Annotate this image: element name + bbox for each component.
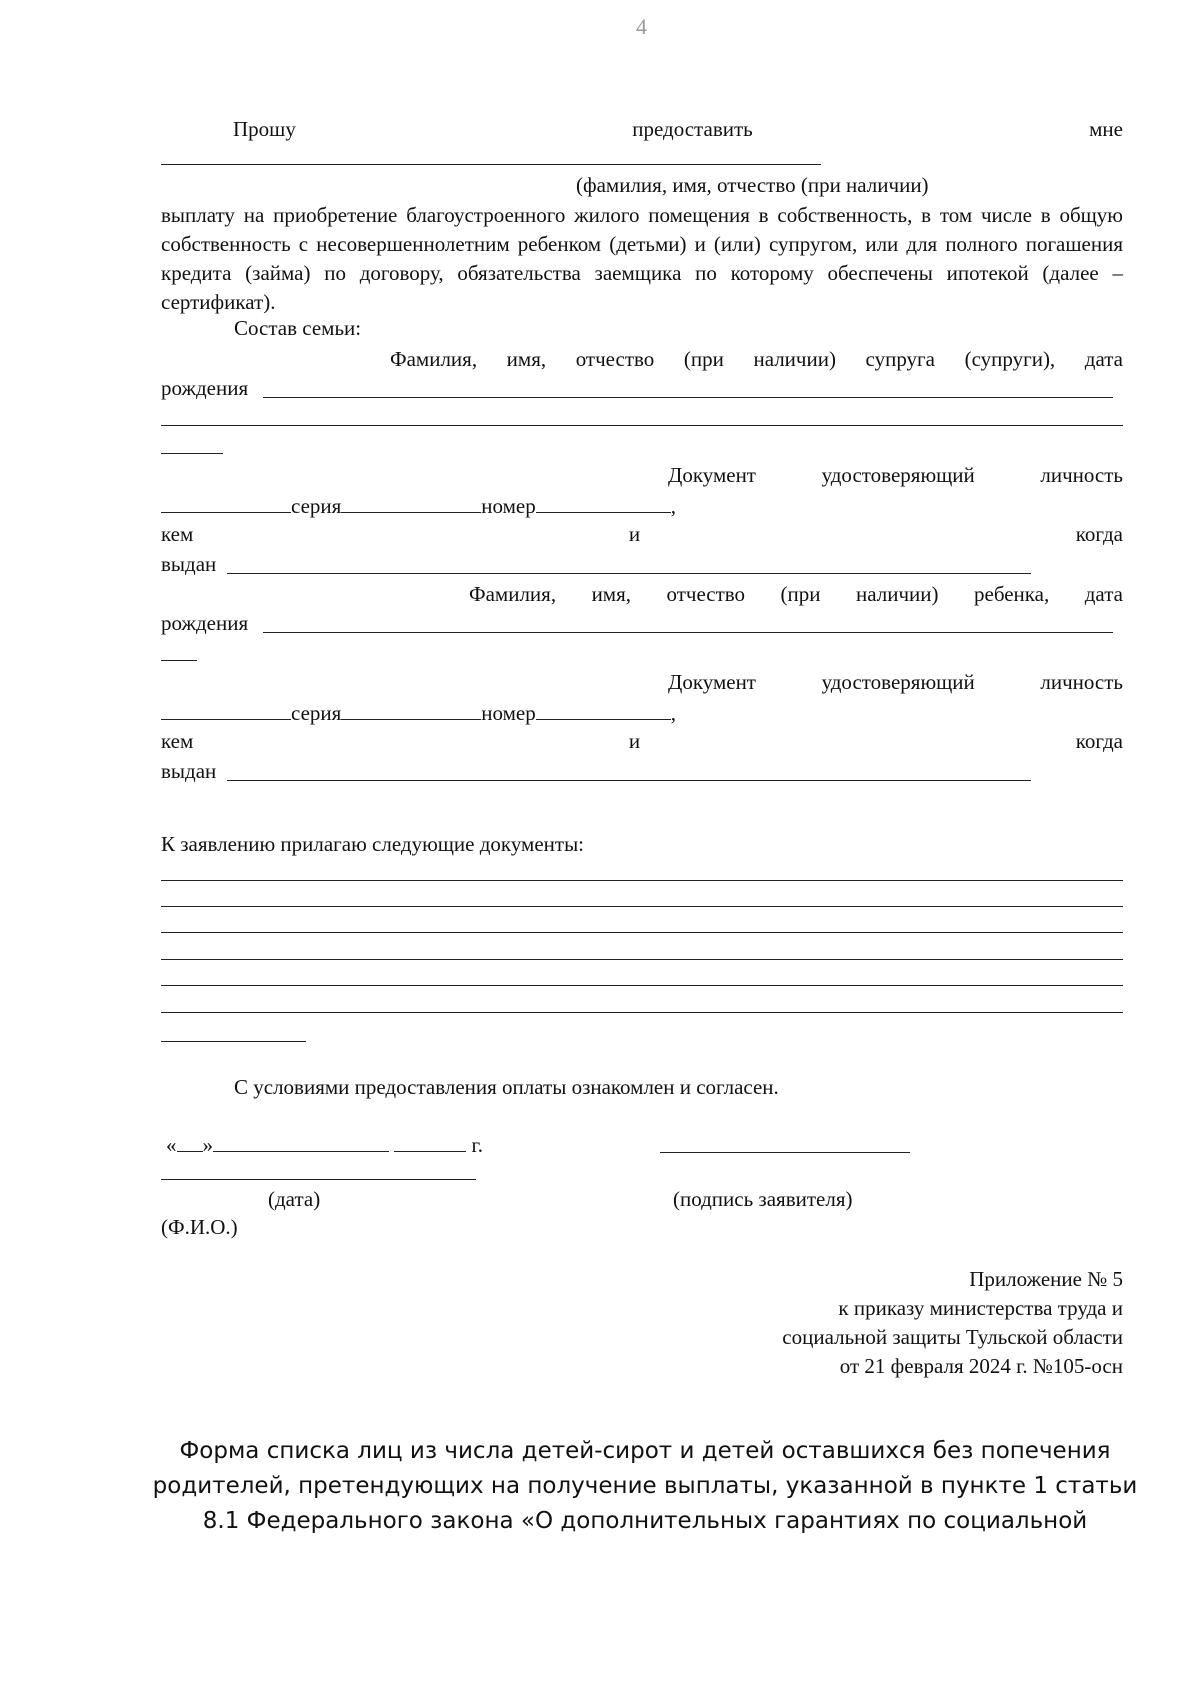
child-issued-label: выдан	[161, 759, 217, 783]
appendix-line: Приложение № 5	[969, 1267, 1123, 1291]
open-quote: «	[166, 1133, 177, 1157]
child-number-label: номер	[481, 701, 536, 725]
fio-caption-bottom: (Ф.И.О.)	[161, 1215, 238, 1239]
spouse-birth-field-end[interactable]	[161, 453, 223, 454]
appendix-line: от 21 февраля 2024 г. №105-осн	[839, 1354, 1123, 1378]
page-number: 4	[636, 14, 647, 39]
request-line	[233, 117, 1123, 142]
family-label: Состав семьи:	[234, 316, 362, 340]
request-word: мне	[1089, 117, 1123, 141]
fio-field[interactable]	[161, 1179, 476, 1180]
attachment-line[interactable]	[161, 880, 1123, 881]
form-title-line: родителей, претендующих на получение выплаты, указанной в пункте 1 статьи	[152, 1473, 1138, 1499]
appendix-line: к приказу министерства труда и	[838, 1296, 1123, 1320]
attachment-line[interactable]	[161, 906, 1123, 907]
spouse-series-label: серия	[291, 494, 342, 518]
spouse-birth-field-cont[interactable]	[161, 425, 1123, 426]
request-word: Прошу	[233, 117, 296, 141]
form-title-line: 8.1 Федерального закона «О дополнительных гарантиях по социальной	[202, 1508, 1088, 1534]
attachment-line-end[interactable]	[161, 1041, 306, 1042]
date-day-field[interactable]	[177, 1131, 203, 1152]
close-quote: »	[202, 1133, 213, 1157]
child-doc-type-field[interactable]	[161, 699, 291, 720]
date-caption: (дата)	[268, 1187, 321, 1211]
appendix-block	[782, 1265, 1123, 1381]
child-number-field[interactable]	[536, 699, 671, 720]
date-month-field[interactable]	[213, 1131, 389, 1152]
year-suffix: г.	[471, 1133, 483, 1157]
attachment-line[interactable]	[161, 959, 1123, 960]
spouse-series-number-row: серия номер ,	[161, 492, 676, 519]
child-birth-label: рождения	[161, 611, 249, 635]
spouse-issued-field[interactable]	[227, 573, 1031, 574]
spouse-number-field[interactable]	[536, 492, 671, 513]
date-year-field[interactable]	[394, 1131, 466, 1152]
child-birth-field[interactable]	[263, 632, 1113, 633]
attachment-line[interactable]	[161, 985, 1123, 986]
spouse-issued-label: выдан	[161, 552, 217, 576]
child-issued-row: кем и когда	[161, 729, 1123, 753]
spouse-series-field[interactable]	[341, 492, 481, 513]
fio-caption: (фамилия, имя, отчество (при наличии)	[576, 173, 929, 197]
spouse-birth-field[interactable]	[263, 397, 1113, 398]
child-id-doc-heading: Документ удостоверяющий личность	[668, 670, 1123, 694]
spouse-fio-heading: Фамилия, имя, отчество (при наличии) супруга (супруги), дата	[390, 347, 1123, 371]
child-birth-field-end[interactable]	[161, 660, 197, 661]
child-fio-heading: Фамилия, имя, отчество (при наличии) ребенка, дата	[469, 582, 1123, 606]
signature-field[interactable]	[660, 1152, 910, 1153]
child-series-label: серия	[291, 701, 342, 725]
spouse-number-label: номер	[481, 494, 536, 518]
date-row	[166, 1131, 483, 1158]
form-title	[100, 1434, 1190, 1539]
form-title-line: Форма списка лиц из числа детей-сирот и детей оставшихся без попечения	[179, 1438, 1111, 1464]
purpose-paragraph: выплату на приобретение благоустроенного жилого помещения в собственность, в том числе в общую собственность с несовершеннолетним ребенком (детьми) и (или) супругом, или для полного погашения кредита (займа) по договору, обязательства заемщика по которому обеспечены ипотекой (далее – сертификат).	[161, 203, 1123, 314]
attachment-line[interactable]	[161, 1012, 1123, 1013]
attachments-label: К заявлению прилагаю следующие документы:	[161, 832, 585, 856]
child-issued-field[interactable]	[227, 780, 1031, 781]
attachment-line[interactable]	[161, 932, 1123, 933]
child-series-number-row: серия номер ,	[161, 699, 676, 726]
appendix-line: социальной защиты Тульской области	[782, 1325, 1123, 1349]
spouse-issued-row: кем и когда	[161, 522, 1123, 546]
applicant-fio-field[interactable]	[161, 164, 821, 165]
spouse-birth-label: рождения	[161, 376, 249, 400]
spouse-doc-type-field[interactable]	[161, 492, 291, 513]
spouse-id-doc-heading: Документ удостоверяющий личность	[668, 463, 1123, 487]
agreement-text: С условиями предоставления оплаты ознакомлен и согласен.	[234, 1075, 779, 1099]
signature-caption: (подпись заявителя)	[673, 1187, 853, 1211]
child-series-field[interactable]	[341, 699, 481, 720]
request-word: предоставить	[632, 117, 753, 141]
